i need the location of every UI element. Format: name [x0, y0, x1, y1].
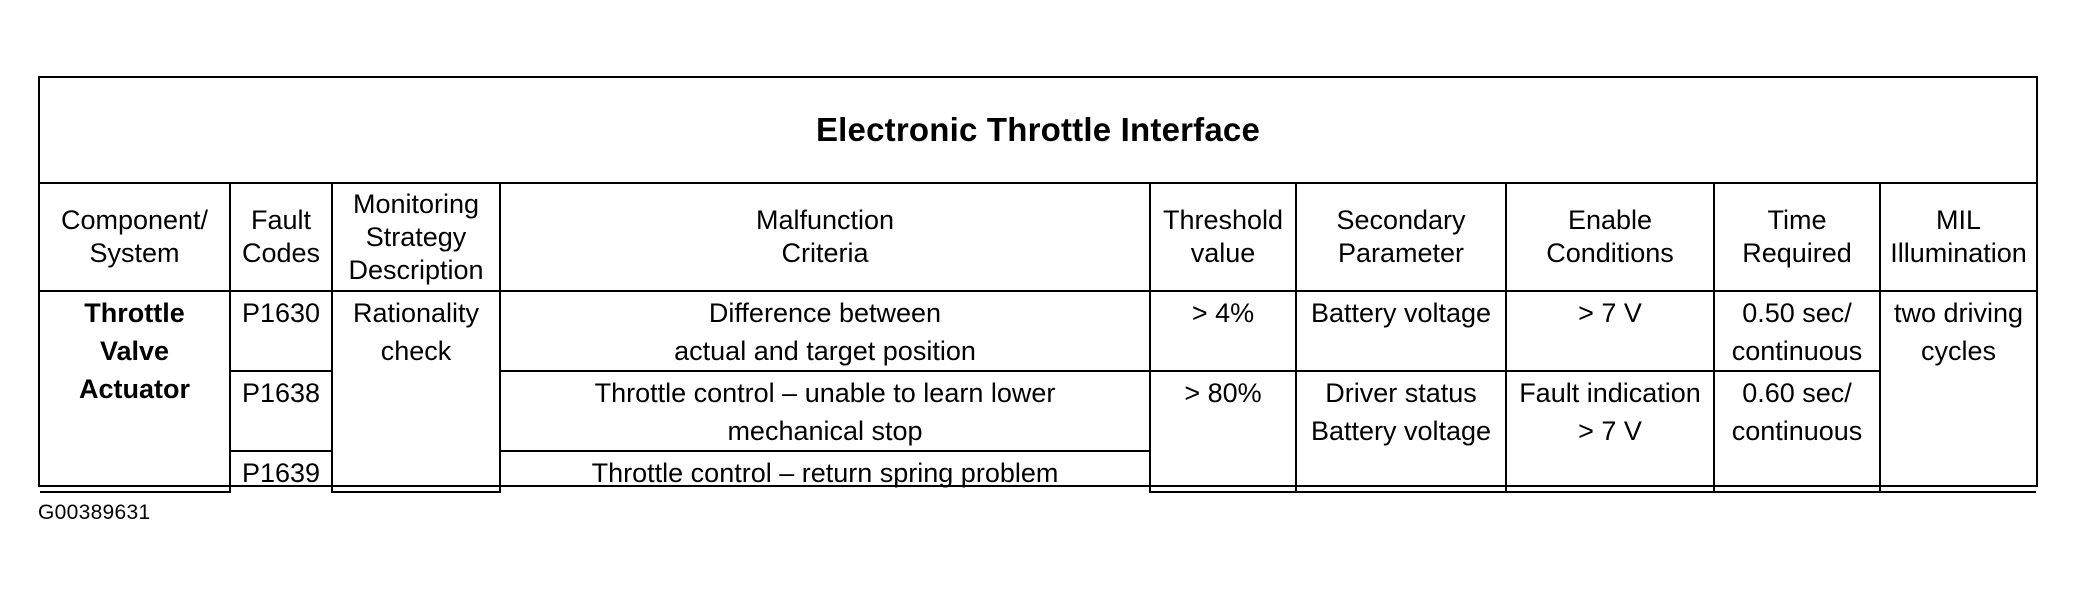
header-time: Time Required	[1714, 183, 1880, 291]
component-cell: Throttle Valve Actuator	[40, 291, 230, 492]
header-strategy: Monitoring Strategy Description	[332, 183, 500, 291]
strategy-cell: Rationality check	[332, 291, 500, 492]
secondary-cell: Battery voltage	[1296, 291, 1506, 371]
header-threshold: Threshold value	[1150, 183, 1296, 291]
enable-cell: > 7 V	[1506, 291, 1714, 371]
threshold-cell: > 4%	[1150, 291, 1296, 371]
fault-code-cell: P1639	[230, 451, 332, 492]
table-row	[40, 291, 2036, 371]
time-cell: 0.60 sec/ continuous	[1714, 371, 1880, 492]
throttle-interface-table	[40, 182, 2036, 493]
criteria-cell: Throttle control – return spring problem	[500, 451, 1150, 492]
criteria-cell: Throttle control – unable to learn lower mechanical stop	[500, 371, 1150, 451]
threshold-cell: > 80%	[1150, 371, 1296, 492]
header-component: Component/ System	[40, 183, 230, 291]
mil-cell: two driving cycles	[1880, 291, 2036, 492]
enable-cell: Fault indication > 7 V	[1506, 371, 1714, 492]
time-cell: 0.50 sec/ continuous	[1714, 291, 1880, 371]
header-mil: MIL Illumination	[1880, 183, 2036, 291]
table-title: Electronic Throttle Interface	[815, 111, 1261, 148]
header-criteria: Malfunction Criteria	[500, 183, 1150, 291]
table-title-row	[40, 78, 2036, 184]
header-row	[40, 183, 2036, 291]
criteria-cell: Difference between actual and target position	[500, 291, 1150, 371]
header-fault-codes: Fault Codes	[230, 183, 332, 291]
throttle-interface-table-frame	[38, 76, 2038, 487]
figure-id: G00389631	[38, 501, 151, 524]
fault-code-cell: P1638	[230, 371, 332, 451]
secondary-cell: Driver status Battery voltage	[1296, 371, 1506, 492]
fault-code-cell: P1630	[230, 291, 332, 371]
header-enable: Enable Conditions	[1506, 183, 1714, 291]
header-secondary: Secondary Parameter	[1296, 183, 1506, 291]
